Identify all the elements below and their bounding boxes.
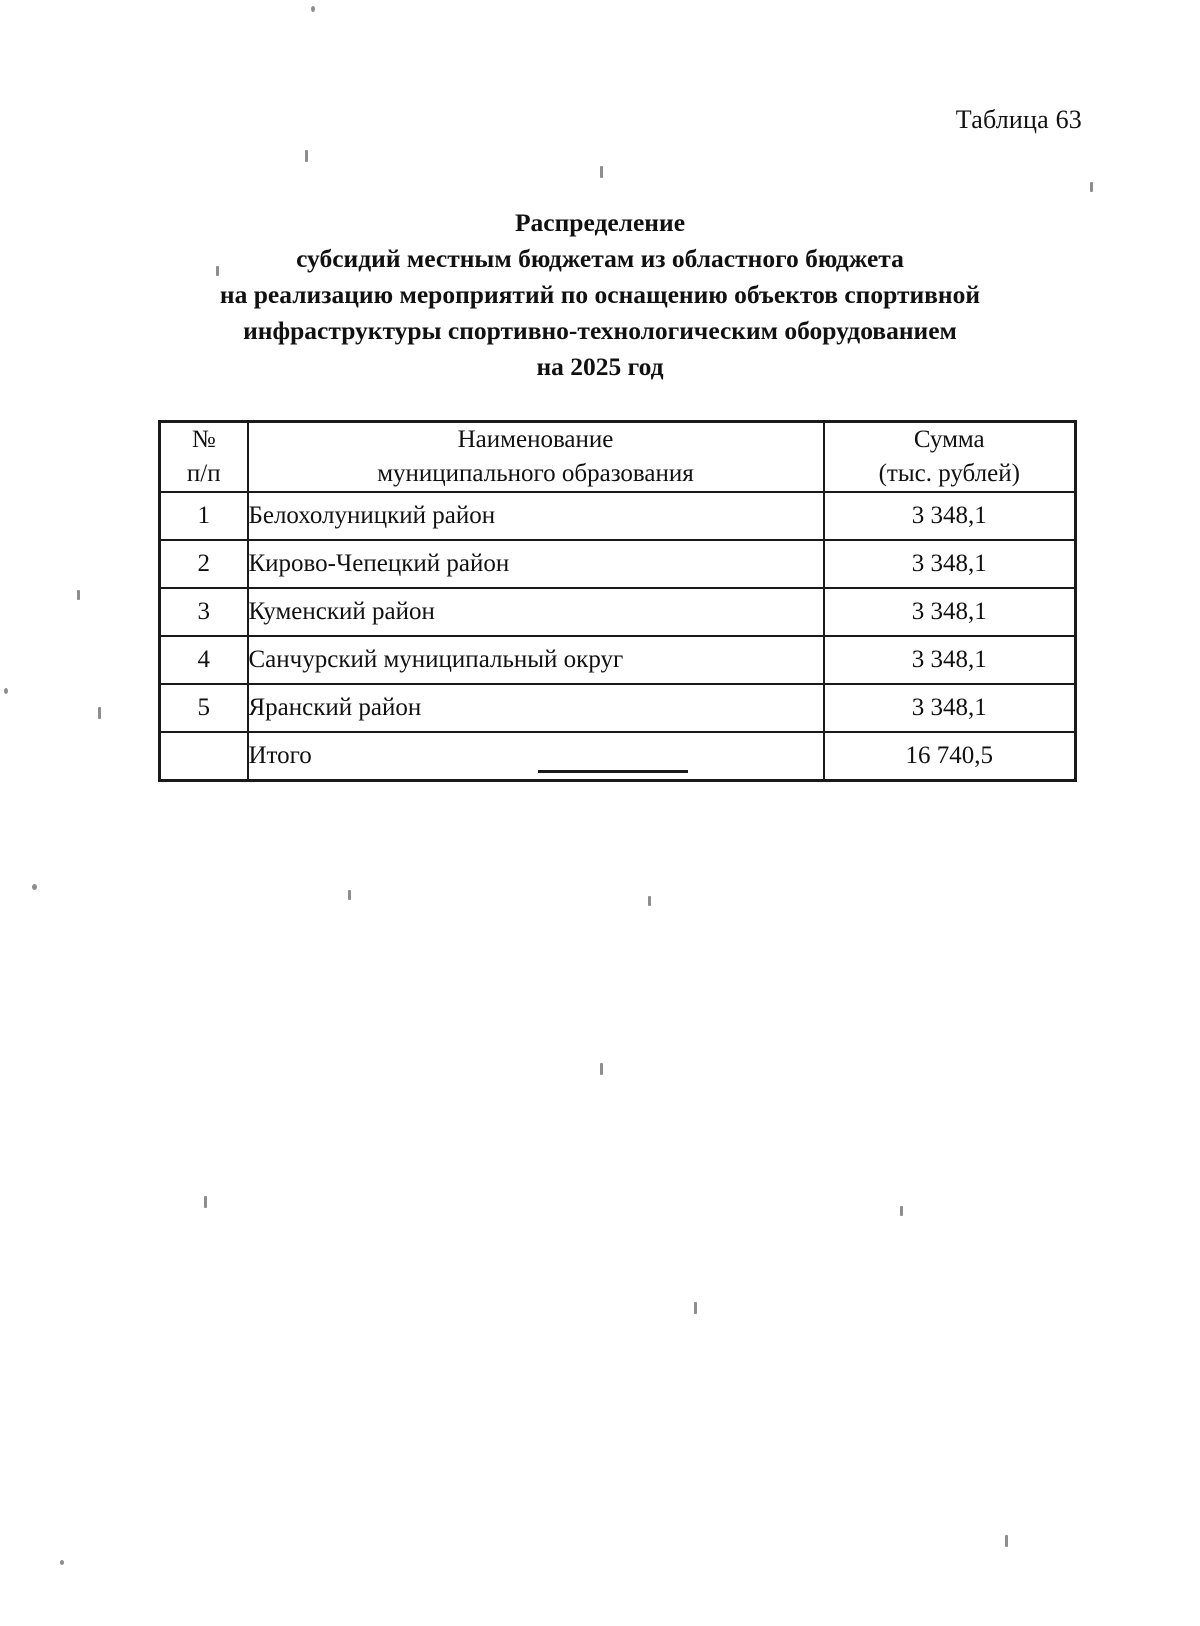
- scan-speck: [204, 1196, 207, 1208]
- row-sum: 3 348,1: [824, 588, 1076, 636]
- row-name: Кирово-Чепецкий район: [248, 540, 824, 588]
- header-name: [248, 422, 824, 493]
- table-row: [160, 588, 1076, 636]
- header-name-line1: Наименование: [457, 426, 614, 453]
- table-header-row: [160, 422, 1076, 493]
- table-row: [160, 492, 1076, 540]
- subsidy-table: [158, 420, 1077, 782]
- row-number: 1: [160, 492, 248, 540]
- scan-speck: [4, 688, 8, 694]
- total-sum: 16 740,5: [824, 732, 1076, 781]
- header-sum: [824, 422, 1076, 493]
- section-divider: [538, 770, 688, 773]
- scan-speck: [60, 1560, 64, 1565]
- header-number: [160, 422, 248, 493]
- scan-speck: [98, 707, 101, 719]
- row-name: Яранский район: [248, 684, 824, 732]
- header-number-line1: №: [191, 426, 216, 453]
- scan-speck: [348, 890, 351, 900]
- scan-speck: [694, 1302, 697, 1314]
- scan-speck: [600, 1063, 603, 1075]
- scan-speck: [648, 896, 651, 906]
- title-line-1: Распределение: [514, 208, 686, 237]
- table-row: [160, 540, 1076, 588]
- row-sum: 3 348,1: [824, 684, 1076, 732]
- scan-speck: [1090, 182, 1093, 192]
- total-number: [160, 732, 248, 781]
- row-name: Куменский район: [248, 588, 824, 636]
- title-line-5: на 2025 год: [536, 352, 664, 381]
- header-number-line2: п/п: [186, 460, 221, 487]
- row-name: Санчурский муниципальный округ: [248, 636, 824, 684]
- title-line-4: инфраструктуры спортивно-технологическим оборудованием: [243, 316, 957, 345]
- row-number: 3: [160, 588, 248, 636]
- row-number: 4: [160, 636, 248, 684]
- row-sum: 3 348,1: [824, 492, 1076, 540]
- row-name: Белохолуницкий район: [248, 492, 824, 540]
- scan-speck: [216, 266, 219, 276]
- row-sum: 3 348,1: [824, 540, 1076, 588]
- subsidy-table-container: [158, 420, 1074, 782]
- title-line-2: субсидий местным бюджетам из областного бюджета: [296, 244, 904, 273]
- scan-speck: [77, 590, 80, 600]
- scan-speck: [32, 884, 37, 890]
- row-number: 2: [160, 540, 248, 588]
- row-sum: 3 348,1: [824, 636, 1076, 684]
- total-label: Итого: [248, 732, 824, 781]
- scan-speck: [305, 150, 308, 162]
- scan-speck: [1005, 1535, 1008, 1547]
- title-line-3: на реализацию мероприятий по оснащению объектов спортивной: [219, 280, 981, 309]
- scan-speck: [311, 6, 315, 12]
- scan-speck: [600, 166, 603, 178]
- table-row: [160, 684, 1076, 732]
- document-title: [0, 205, 1200, 385]
- header-name-line2: муниципального образования: [377, 460, 694, 487]
- table-total-row: [160, 732, 1076, 781]
- table-number-label: Таблица 63: [955, 105, 1082, 134]
- row-number: 5: [160, 684, 248, 732]
- scan-speck: [900, 1206, 903, 1216]
- table-row: [160, 636, 1076, 684]
- header-sum-line1: Сумма: [913, 426, 985, 453]
- header-sum-line2: (тыс. рублей): [878, 460, 1020, 487]
